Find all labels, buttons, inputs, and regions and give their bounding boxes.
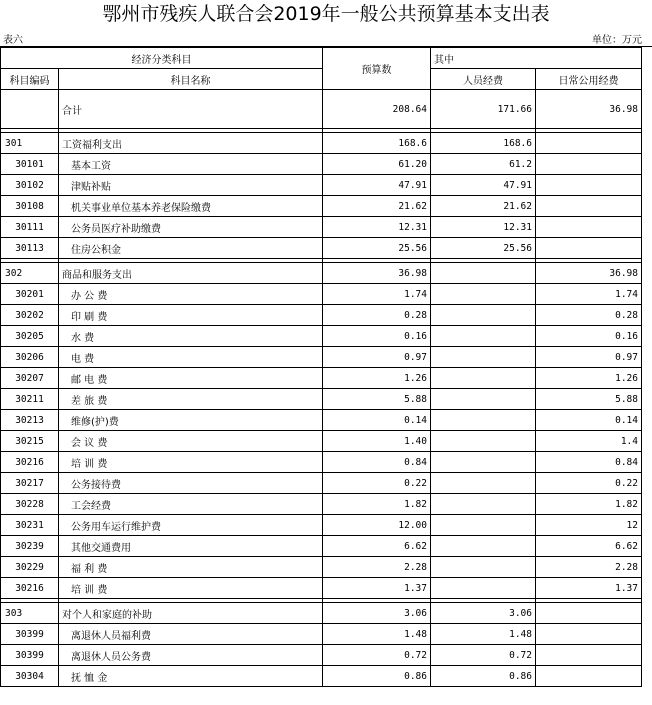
group-row — [1, 263, 642, 284]
item-code: 30228 — [1, 494, 59, 515]
item-budget: 0.72 — [323, 645, 431, 666]
item-name: 维修(护)费 — [59, 410, 323, 431]
item-public: 0.84 — [536, 452, 642, 473]
item-code: 30215 — [1, 431, 59, 452]
item-row — [1, 175, 642, 196]
item-public: 1.37 — [536, 578, 642, 599]
item-name: 基本工资 — [59, 154, 323, 175]
item-budget: 25.56 — [323, 238, 431, 259]
item-public: 0.28 — [536, 305, 642, 326]
header-of-which: 其中 — [431, 48, 642, 69]
item-personnel: 0.72 — [431, 645, 536, 666]
item-personnel — [431, 305, 536, 326]
item-name: 会 议 费 — [59, 431, 323, 452]
item-public — [536, 175, 642, 196]
item-personnel — [431, 473, 536, 494]
item-name: 水 费 — [59, 326, 323, 347]
item-row — [1, 515, 642, 536]
header-code: 科目编码 — [1, 69, 59, 90]
item-row — [1, 217, 642, 238]
item-public — [536, 154, 642, 175]
unit-label: 单位：万元 — [592, 35, 642, 46]
item-name: 公务用车运行维护费 — [59, 515, 323, 536]
group-personnel: 3.06 — [431, 603, 536, 624]
group-personnel — [431, 263, 536, 284]
header-row-2 — [1, 69, 642, 90]
item-row — [1, 557, 642, 578]
item-row — [1, 666, 642, 687]
item-public: 5.88 — [536, 389, 642, 410]
item-name: 工会经费 — [59, 494, 323, 515]
item-personnel — [431, 452, 536, 473]
item-row — [1, 494, 642, 515]
item-row — [1, 305, 642, 326]
item-public: 0.14 — [536, 410, 642, 431]
item-code: 30202 — [1, 305, 59, 326]
item-public: 1.82 — [536, 494, 642, 515]
item-row — [1, 196, 642, 217]
item-personnel — [431, 431, 536, 452]
total-name: 合计 — [59, 90, 323, 129]
item-personnel — [431, 284, 536, 305]
total-personnel: 171.66 — [431, 90, 536, 129]
item-budget: 0.97 — [323, 347, 431, 368]
total-code — [1, 90, 59, 129]
item-row — [1, 410, 642, 431]
item-code: 30102 — [1, 175, 59, 196]
item-name: 公务接待费 — [59, 473, 323, 494]
item-budget: 47.91 — [323, 175, 431, 196]
item-row — [1, 368, 642, 389]
item-code: 30211 — [1, 389, 59, 410]
item-row — [1, 536, 642, 557]
item-personnel — [431, 347, 536, 368]
item-personnel: 25.56 — [431, 238, 536, 259]
item-public — [536, 217, 642, 238]
table-label: 表六 — [3, 35, 23, 46]
group-public — [536, 133, 642, 154]
item-public: 1.26 — [536, 368, 642, 389]
item-name: 差 旅 费 — [59, 389, 323, 410]
group-row — [1, 133, 642, 154]
item-personnel — [431, 410, 536, 431]
item-personnel: 47.91 — [431, 175, 536, 196]
item-code: 30216 — [1, 578, 59, 599]
item-code: 30213 — [1, 410, 59, 431]
item-personnel — [431, 578, 536, 599]
item-row — [1, 154, 642, 175]
item-name: 机关事业单位基本养老保险缴费 — [59, 196, 323, 217]
item-public — [536, 624, 642, 645]
item-code: 30399 — [1, 645, 59, 666]
header-public: 日常公用经费 — [536, 69, 642, 90]
item-code: 30108 — [1, 196, 59, 217]
item-row — [1, 473, 642, 494]
item-name: 培 训 费 — [59, 452, 323, 473]
item-personnel: 61.2 — [431, 154, 536, 175]
item-budget: 1.40 — [323, 431, 431, 452]
group-name: 工资福利支出 — [59, 133, 323, 154]
item-budget: 1.37 — [323, 578, 431, 599]
item-code: 30201 — [1, 284, 59, 305]
group-public — [536, 603, 642, 624]
table-meta — [0, 28, 652, 47]
item-name: 培 训 费 — [59, 578, 323, 599]
group-code: 303 — [1, 603, 59, 624]
item-budget: 5.88 — [323, 389, 431, 410]
item-public: 2.28 — [536, 557, 642, 578]
item-budget: 0.86 — [323, 666, 431, 687]
item-budget: 12.00 — [323, 515, 431, 536]
item-personnel — [431, 557, 536, 578]
item-personnel — [431, 536, 536, 557]
item-code: 30206 — [1, 347, 59, 368]
item-row — [1, 452, 642, 473]
item-budget: 12.31 — [323, 217, 431, 238]
item-budget: 1.48 — [323, 624, 431, 645]
item-budget: 0.28 — [323, 305, 431, 326]
item-personnel — [431, 368, 536, 389]
group-budget: 36.98 — [323, 263, 431, 284]
item-budget: 0.22 — [323, 473, 431, 494]
group-code: 302 — [1, 263, 59, 284]
item-name: 电 费 — [59, 347, 323, 368]
item-name: 抚 恤 金 — [59, 666, 323, 687]
item-code: 30239 — [1, 536, 59, 557]
item-name: 离退休人员公务费 — [59, 645, 323, 666]
item-name: 公务员医疗补助缴费 — [59, 217, 323, 238]
item-public: 12 — [536, 515, 642, 536]
item-code: 30231 — [1, 515, 59, 536]
item-code: 30205 — [1, 326, 59, 347]
item-row — [1, 238, 642, 259]
header-category: 经济分类科目 — [1, 48, 323, 69]
item-public: 0.97 — [536, 347, 642, 368]
item-personnel: 21.62 — [431, 196, 536, 217]
item-row — [1, 326, 642, 347]
item-name: 印 刷 费 — [59, 305, 323, 326]
page-title: 鄂州市残疾人联合会2019年一般公共预算基本支出表 — [102, 3, 550, 25]
item-personnel: 0.86 — [431, 666, 536, 687]
item-row — [1, 284, 642, 305]
item-public: 0.16 — [536, 326, 642, 347]
item-code: 30399 — [1, 624, 59, 645]
item-name: 住房公积金 — [59, 238, 323, 259]
group-public: 36.98 — [536, 263, 642, 284]
item-code: 30101 — [1, 154, 59, 175]
item-personnel: 1.48 — [431, 624, 536, 645]
item-budget: 1.74 — [323, 284, 431, 305]
item-name: 福 利 费 — [59, 557, 323, 578]
item-budget: 1.82 — [323, 494, 431, 515]
item-personnel — [431, 515, 536, 536]
item-public: 0.22 — [536, 473, 642, 494]
item-row — [1, 431, 642, 452]
item-public — [536, 196, 642, 217]
item-code: 30304 — [1, 666, 59, 687]
item-public: 6.62 — [536, 536, 642, 557]
item-public: 1.74 — [536, 284, 642, 305]
item-row — [1, 389, 642, 410]
total-budget: 208.64 — [323, 90, 431, 129]
item-name: 津贴补贴 — [59, 175, 323, 196]
budget-table — [0, 47, 642, 687]
group-row — [1, 603, 642, 624]
item-row — [1, 624, 642, 645]
item-name: 邮 电 费 — [59, 368, 323, 389]
item-row — [1, 645, 642, 666]
item-personnel — [431, 326, 536, 347]
item-name: 办 公 费 — [59, 284, 323, 305]
item-public: 1.4 — [536, 431, 642, 452]
item-row — [1, 347, 642, 368]
item-code: 30113 — [1, 238, 59, 259]
group-personnel: 168.6 — [431, 133, 536, 154]
header-personnel: 人员经费 — [431, 69, 536, 90]
item-personnel — [431, 494, 536, 515]
item-personnel — [431, 389, 536, 410]
item-personnel: 12.31 — [431, 217, 536, 238]
item-budget: 1.26 — [323, 368, 431, 389]
item-public — [536, 666, 642, 687]
group-name: 对个人和家庭的补助 — [59, 603, 323, 624]
item-budget: 0.84 — [323, 452, 431, 473]
header-row-1 — [1, 48, 642, 69]
item-code: 30207 — [1, 368, 59, 389]
group-code: 301 — [1, 133, 59, 154]
item-name: 其他交通费用 — [59, 536, 323, 557]
group-name: 商品和服务支出 — [59, 263, 323, 284]
item-public — [536, 238, 642, 259]
item-name: 离退休人员福利费 — [59, 624, 323, 645]
group-budget: 168.6 — [323, 133, 431, 154]
item-code: 30216 — [1, 452, 59, 473]
item-budget: 0.16 — [323, 326, 431, 347]
item-code: 30217 — [1, 473, 59, 494]
item-budget: 21.62 — [323, 196, 431, 217]
item-code: 30111 — [1, 217, 59, 238]
header-budget: 预算数 — [323, 48, 431, 90]
item-row — [1, 578, 642, 599]
item-budget: 6.62 — [323, 536, 431, 557]
item-code: 30229 — [1, 557, 59, 578]
header-name: 科目名称 — [59, 69, 323, 90]
item-budget: 2.28 — [323, 557, 431, 578]
item-public — [536, 645, 642, 666]
item-budget: 0.14 — [323, 410, 431, 431]
total-row — [1, 90, 642, 129]
total-public: 36.98 — [536, 90, 642, 129]
group-budget: 3.06 — [323, 603, 431, 624]
item-budget: 61.20 — [323, 154, 431, 175]
